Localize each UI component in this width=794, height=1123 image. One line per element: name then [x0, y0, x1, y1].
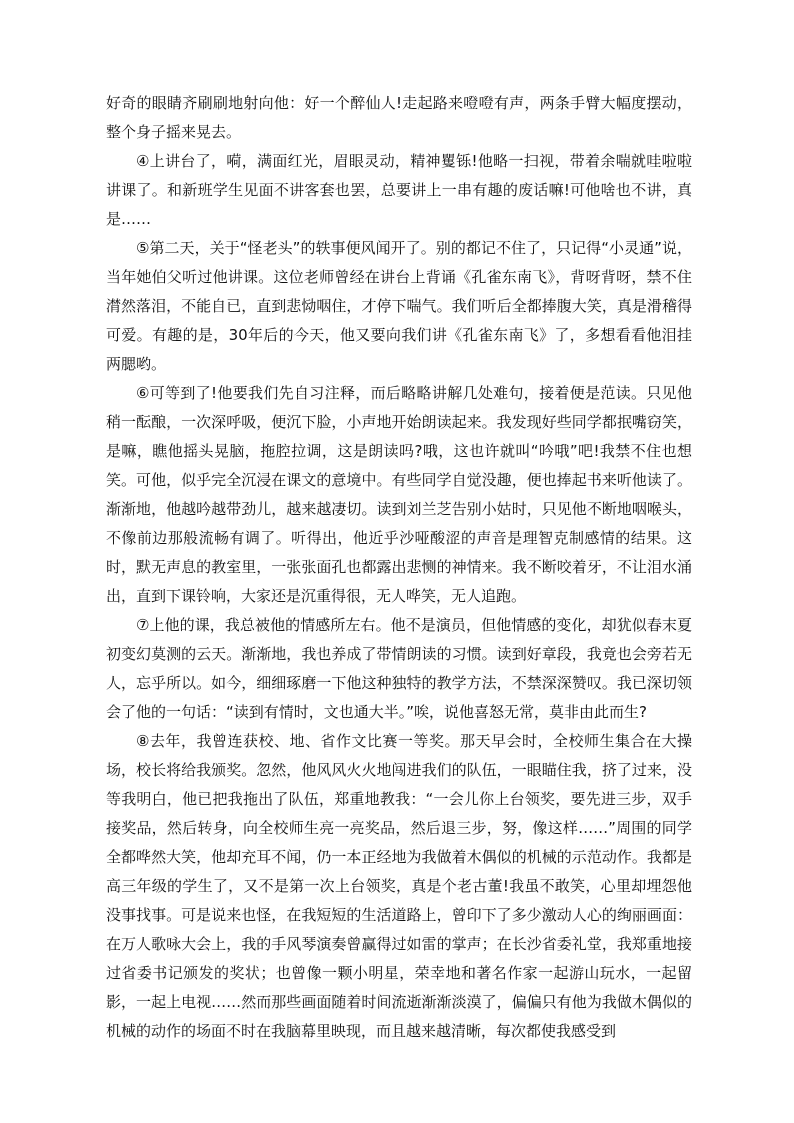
- paragraph-5: ⑤第二天，关于“怪老头”的轶事便风闻开了。别的都记不住了，只记得“小灵通”说，当年她伯父听过他讲课。这位老师曾经在讲台上背诵《孔雀东南飞》，背呀背呀，禁不住潸然落泪，不能自已，直到悲恸咽住，才停下喘气。我们听后全都捧腹大笑，真是滑稽得可爱。有趣的是，30年后的今天，他又要向我们讲《孔雀东南飞》了，多想看看他泪挂两腮哟。: [106, 239, 692, 373]
- paragraph-continuation: 好奇的眼睛齐刷刷地射向他：好一个醉仙人!走起路来噔噔有声，两条手臂大幅度摆动，整个身子摇来晃去。: [106, 94, 692, 141]
- paragraph-6: ⑥可等到了!他要我们先自习注释，而后略略讲解几处难句，接着便是范读。只见他稍一酝酿，一次深呼吸，便沉下脸，小声地开始朗读起来。我发现好些同学都抿嘴窃笑，是嘛，瞧他摇头晃脑，拖腔拉调，这是朗读吗?哦，这也许就叫“吟哦”吧!我禁不住也想笑。可他，似乎完全沉浸在课文的意境中。有些同学自觉没趣，便也捧起书来听他读了。渐渐地，他越吟越带劲儿，越来越凄切。读到刘兰芝告别小姑时，只见他不断地咽喉头，不像前边那般流畅有调了。听得出，他近乎沙哑酸涩的声音是理智克制感情的结果。这时，默无声息的教室里，一张张面孔也都露出悲恻的神情来。我不断咬着牙，不让泪水涌出，直到下课铃响，大家还是沉重得很，无人哗笑，无人追跑。: [106, 384, 692, 605]
- paragraph-4: ④上讲台了，嗬，满面红光，眉眼灵动，精神矍铄!他略一扫视，带着余喘就哇啦啦讲课了。和新班学生见面不讲客套也罢，总要讲上一串有趣的废话嘛!可他啥也不讲，真是……: [106, 152, 692, 228]
- paragraph-7: ⑦上他的课，我总被他的情感所左右。他不是演员，但他情感的变化，却犹似春末夏初变幻莫测的云天。渐渐地，我也养成了带情朗读的习惯。读到好章段，我竟也会旁若无人，忘乎所以。如今，细细琢磨一下他这种独特的教学方法，不禁深深赞叹。我已深切领会了他的一句话：“读到有情时，文也通大半。”唉，说他喜怒无常，莫非由此而生?: [106, 616, 692, 721]
- paragraph-8: ⑧去年，我曾连获校、地、省作文比赛一等奖。那天早会时，全校师生集合在大操场，校长将给我颁奖。忽然，他风风火火地闯进我们的队伍，一眼瞄住我，挤了过来，没等我明白，他已把我拖出了队伍，郑重地教我：“一会儿你上台领奖，要先进三步，双手接奖品，然后转身，向全校师生亮一亮奖品，然后退三步，努，像这样……”周围的同学全都哗然大笑，他却充耳不闻，仍一本正经地为我做着木偶似的机械的示范动作。我都是高三年级的学生了，又不是第一次上台领奖，真是个老古董!我虽不敢笑，心里却埋怨他没事找事。可是说来也怪，在我短短的生活道路上，曾印下了多少激动人心的绚丽画面：在万人歌咏大会上，我的手风琴演奏曾赢得过如雷的掌声；在长沙省委礼堂，我郑重地接过省委书记颁发的奖状；也曾像一颗小明星，荣幸地和著名作家一起游山玩水，一起留影，一起上电视……然而那些画面随着时间流逝渐渐淡漠了，偏偏只有他为我做木偶似的机械的动作的场面不时在我脑幕里映现，而且越来越清晰，每次都使我感受到: [106, 732, 692, 1040]
- article-body: [106, 89, 692, 1046]
